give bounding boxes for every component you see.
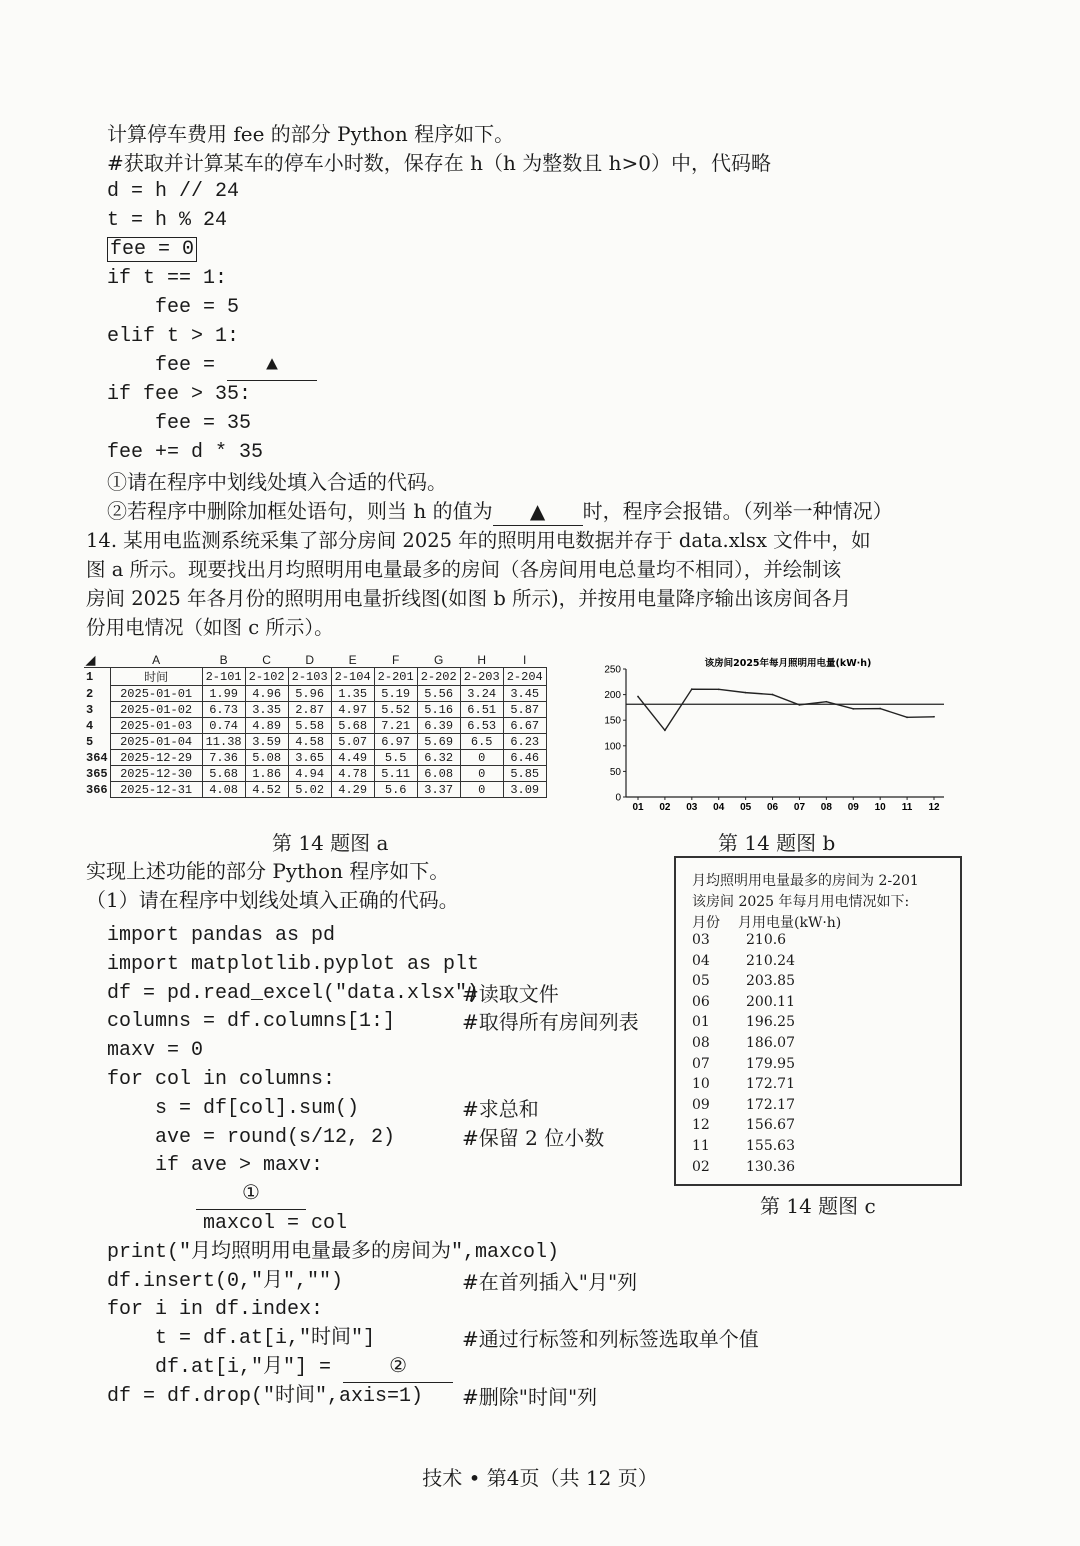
table-row xyxy=(84,686,546,702)
line-chart-figure-b xyxy=(598,655,954,815)
y-tick-label: 100 xyxy=(604,741,621,753)
row-number: 366 xyxy=(86,782,108,797)
table-cell: 2025-01-03 xyxy=(110,718,202,734)
code-line: if t == 1: xyxy=(107,267,228,290)
data-point xyxy=(691,688,693,690)
code-line: fee += d * 35 xyxy=(107,441,264,464)
data-point xyxy=(825,701,827,703)
y-tick-label: 50 xyxy=(609,766,621,778)
output-value: 155.63 xyxy=(746,1138,795,1154)
col-letter: B xyxy=(202,652,245,668)
table-cell: 6.51 xyxy=(460,702,503,718)
table-cell: 5.08 xyxy=(245,750,288,766)
table-row xyxy=(84,766,546,782)
output-month: 03 xyxy=(692,932,710,948)
table-cell: 2025-12-31 xyxy=(110,782,202,798)
series-line xyxy=(638,689,934,730)
table-cell: 5.56 xyxy=(417,686,460,702)
x-tick-label: 07 xyxy=(793,802,806,813)
data-point xyxy=(718,688,720,690)
row-number: 364 xyxy=(86,750,108,765)
answer-blank: ▲ xyxy=(227,352,317,381)
table-cell: 3.35 xyxy=(245,702,288,718)
table-cell: 2025-12-29 xyxy=(110,750,202,766)
table-header-row xyxy=(84,668,546,686)
code-line: d = h // 24 xyxy=(107,180,240,203)
code-comment: #通过行标签和列标签选取单个值 xyxy=(462,1327,759,1352)
header-cell: 2-202 xyxy=(417,668,460,686)
output-value: 179.95 xyxy=(746,1055,795,1072)
table-cell: 6.23 xyxy=(503,734,546,750)
table-cell: 6.97 xyxy=(374,734,417,750)
table-cell: 1.86 xyxy=(245,766,288,782)
code-line-with-blank xyxy=(107,1354,453,1383)
caption-figure-b: 第 14 题图 b xyxy=(718,831,836,855)
table-cell: 6.5 xyxy=(460,734,503,750)
question-1: ①请在程序中划线处填入合适的代码。 xyxy=(107,470,447,494)
col-letter: H xyxy=(460,652,503,668)
data-point xyxy=(745,692,747,694)
row-number: 3 xyxy=(86,702,94,717)
col-letter: G xyxy=(417,652,460,668)
table-cell: 0.74 xyxy=(202,718,245,734)
output-title-2: 该房间 2025 年每月用电情况如下: xyxy=(692,894,910,910)
x-tick-label: 01 xyxy=(632,802,644,813)
boxed-statement: fee = 0 xyxy=(107,237,197,262)
q14-desc-line: 份用电情况（如图 c 所示）。 xyxy=(86,616,334,639)
row-number: 2 xyxy=(86,686,94,701)
x-tick-label: 10 xyxy=(874,802,886,813)
x-tick-label: 12 xyxy=(928,802,940,813)
header-cell: 2-101 xyxy=(202,668,245,686)
table-cell: 2025-12-30 xyxy=(110,766,202,782)
col-letter: D xyxy=(288,652,331,668)
header-cell: 时间 xyxy=(110,668,202,686)
output-value: 130.36 xyxy=(746,1158,795,1175)
y-tick-label: 200 xyxy=(604,690,621,702)
table-cell: 6.32 xyxy=(417,750,460,766)
output-month: 05 xyxy=(692,973,710,990)
code-line: fee = 35 xyxy=(107,412,252,435)
answer-blank-1: ① xyxy=(196,1181,306,1210)
code-text: df.at[i,"月"] = xyxy=(107,1356,344,1379)
table-cell: 5.69 xyxy=(417,734,460,750)
y-tick-label: 0 xyxy=(615,792,621,804)
header-cell: 2-204 xyxy=(503,668,546,686)
table-cell: 0 xyxy=(460,766,503,782)
table-cell: 4.97 xyxy=(331,702,374,718)
output-value: 186.07 xyxy=(746,1035,795,1051)
output-value: 203.85 xyxy=(746,973,795,990)
header-cell: 2-103 xyxy=(288,668,331,686)
output-month: 08 xyxy=(692,1035,710,1051)
code-line: if ave > maxv: xyxy=(107,1154,324,1178)
x-tick-label: 08 xyxy=(820,802,832,813)
output-month: 12 xyxy=(692,1117,710,1134)
output-value: 196.25 xyxy=(746,1014,795,1031)
code-line: df.insert(0,"月","") xyxy=(107,1269,344,1293)
answer-blank-2: ② xyxy=(343,1354,453,1383)
code-line: if fee > 35: xyxy=(107,383,252,406)
code-line: t = df.at[i,"时间"] xyxy=(107,1327,376,1351)
table-cell: 2025-01-04 xyxy=(110,734,202,750)
output-value: 210.24 xyxy=(746,952,795,969)
output-month: 01 xyxy=(692,1014,710,1031)
column-letter-row xyxy=(84,652,546,668)
data-point xyxy=(906,716,908,718)
table-cell: 2.87 xyxy=(288,702,331,718)
code-line: print("月均照明用电量最多的房间为",maxcol) xyxy=(107,1240,560,1264)
question-2 xyxy=(107,497,893,526)
table-cell: 5.52 xyxy=(374,702,417,718)
code-comment: #保留 2 位小数 xyxy=(462,1125,605,1150)
table-cell: 3.37 xyxy=(417,782,460,798)
table-row xyxy=(84,750,546,766)
output-month: 02 xyxy=(692,1158,710,1175)
q14-desc-line: 房间 2025 年各月份的照明用电量折线图(如图 b 所示)，并按用电量降序输出该房间各月 xyxy=(86,587,852,610)
table-cell: 4.58 xyxy=(288,734,331,750)
table-cell: 5.58 xyxy=(288,718,331,734)
row-number: 4 xyxy=(86,718,94,733)
table-cell: 5.02 xyxy=(288,782,331,798)
x-tick-label: 05 xyxy=(740,802,752,813)
table-cell: 6.08 xyxy=(417,766,460,782)
code-line: t = h % 24 xyxy=(107,209,228,232)
table-cell: 6.39 xyxy=(417,718,460,734)
table-cell: 5.6 xyxy=(374,782,417,798)
table-cell: 4.89 xyxy=(245,718,288,734)
x-tick-label: 06 xyxy=(766,802,779,813)
code-comment: #在首列插入"月"列 xyxy=(462,1269,638,1294)
y-tick-label: 150 xyxy=(604,715,621,727)
output-title-1: 月均照明用电量最多的房间为 2-201 xyxy=(692,873,919,889)
output-value: 172.17 xyxy=(746,1096,795,1113)
code-line-with-blank xyxy=(107,352,317,381)
table-cell: 2025-01-01 xyxy=(110,686,202,702)
table-row xyxy=(84,702,546,718)
table-row xyxy=(84,782,546,798)
chart-title: 该房间2025年每月照明用电量(kW·h) xyxy=(704,658,872,669)
table-cell: 1.35 xyxy=(331,686,374,702)
table-cell: 7.21 xyxy=(374,718,417,734)
col-letter: C xyxy=(245,652,288,668)
x-tick-label: 11 xyxy=(901,802,913,813)
blank-line-1 xyxy=(196,1181,306,1210)
table-cell: 5.68 xyxy=(331,718,374,734)
output-month: 09 xyxy=(692,1096,710,1113)
table-cell: 6.73 xyxy=(202,702,245,718)
code-line: s = df[col].sum() xyxy=(107,1096,360,1120)
output-value: 200.11 xyxy=(746,993,795,1010)
q14-desc-line: 图 a 所示。现要找出月均照明用电量最多的房间（各房间用电总量均不相同），并绘制该 xyxy=(86,558,842,581)
table-cell: 6.46 xyxy=(503,750,546,766)
caption-figure-c: 第 14 题图 c xyxy=(760,1194,876,1218)
code-line: for col in columns: xyxy=(107,1068,336,1091)
code-line: maxv = 0 xyxy=(107,1039,204,1063)
caption-figure-a: 第 14 题图 a xyxy=(272,831,389,855)
code-line: ave = round(s/12, 2) xyxy=(107,1125,396,1149)
table-cell: 5.19 xyxy=(374,686,417,702)
question-2-post: 时，程序会报错。（列举一种情况） xyxy=(582,499,893,523)
code-line: maxcol = col xyxy=(107,1212,348,1235)
table-cell: 3.09 xyxy=(503,782,546,798)
code-comment: #取得所有房间列表 xyxy=(462,1010,639,1035)
code-line: import matplotlib.pyplot as plt xyxy=(107,952,480,976)
table-cell: 6.53 xyxy=(460,718,503,734)
data-point xyxy=(664,729,666,731)
output-month: 11 xyxy=(692,1138,710,1154)
table-cell: 5.07 xyxy=(331,734,374,750)
output-head-month: 月份 xyxy=(692,915,720,931)
y-tick-label: 250 xyxy=(604,664,621,676)
code-comment: #删除"时间"列 xyxy=(462,1385,598,1409)
output-month: 10 xyxy=(692,1076,710,1093)
table-cell: 4.08 xyxy=(202,782,245,798)
spreadsheet-figure-a xyxy=(84,652,547,798)
output-value: 172.71 xyxy=(746,1076,795,1093)
row-number: 1 xyxy=(86,669,94,684)
code-line: import pandas as pd xyxy=(107,924,336,947)
output-month: 07 xyxy=(692,1055,710,1072)
data-point xyxy=(852,708,854,710)
code-line: fee = 5 xyxy=(107,296,240,319)
table-cell: 3.45 xyxy=(503,686,546,702)
table-cell: 4.96 xyxy=(245,686,288,702)
q14-desc-line: 14. 某用电监测系统采集了部分房间 2025 年的照明用电数据并存于 data.xlsx 文件中，如 xyxy=(86,529,871,552)
boxed-code-line xyxy=(107,236,197,264)
table-cell: 3.65 xyxy=(288,750,331,766)
data-point xyxy=(879,708,881,710)
output-value: 210.6 xyxy=(746,932,787,948)
answer-blank: ▲ xyxy=(493,497,583,526)
table-cell: 0 xyxy=(460,782,503,798)
table-row xyxy=(84,734,546,750)
code-comment: #读取文件 xyxy=(462,981,559,1006)
table-cell: 6.67 xyxy=(503,718,546,734)
code-line: for i in df.index: xyxy=(107,1298,324,1322)
output-box-figure-c xyxy=(674,856,962,1186)
table-cell: 4.49 xyxy=(331,750,374,766)
sub-question-1: （1）请在程序中划线处填入正确的代码。 xyxy=(86,888,459,912)
code-text: fee = xyxy=(107,354,228,377)
col-letter: F xyxy=(374,652,417,668)
data-point xyxy=(933,716,935,718)
data-point xyxy=(637,696,639,698)
table-cell: 4.94 xyxy=(288,766,331,782)
code-line: columns = df.columns[1:] xyxy=(107,1010,396,1034)
table-row xyxy=(84,718,546,734)
table-cell: 3.24 xyxy=(460,686,503,702)
x-tick-label: 03 xyxy=(686,802,698,813)
intro-text: 计算停车费用 fee 的部分 Python 程序如下。 xyxy=(107,122,515,146)
output-head-value: 月用电量(kW·h) xyxy=(738,915,842,931)
data-point xyxy=(772,694,774,696)
x-tick-label: 04 xyxy=(713,802,725,813)
header-cell: 2-104 xyxy=(331,668,374,686)
code-line: elif t > 1: xyxy=(107,325,240,348)
col-letter: I xyxy=(503,652,546,668)
x-tick-label: 09 xyxy=(847,802,859,813)
code-intro: 实现上述功能的部分 Python 程序如下。 xyxy=(86,859,450,883)
table-cell: 5.11 xyxy=(374,766,417,782)
page-footer: 技术 • 第4页（共 12 页） xyxy=(422,1466,658,1490)
output-value: 156.67 xyxy=(746,1117,795,1134)
col-letter: E xyxy=(331,652,374,668)
table-cell: 3.59 xyxy=(245,734,288,750)
table-cell: 1.99 xyxy=(202,686,245,702)
row-number: 365 xyxy=(86,766,108,781)
header-cell: 2-203 xyxy=(460,668,503,686)
code-comment: #求总和 xyxy=(462,1096,539,1121)
table-cell: 11.38 xyxy=(202,734,245,750)
table-cell: 2025-01-02 xyxy=(110,702,202,718)
corner-cell: ◢ xyxy=(84,652,110,668)
table-cell: 5.85 xyxy=(503,766,546,782)
table-cell: 7.36 xyxy=(202,750,245,766)
table-cell: 4.29 xyxy=(331,782,374,798)
code-comment: #获取并计算某车的停车小时数，保存在 h（h 为整数且 h>0）中，代码略 xyxy=(107,151,771,175)
table-cell: 5.16 xyxy=(417,702,460,718)
output-month: 04 xyxy=(692,952,710,969)
col-letter: A xyxy=(110,652,202,668)
table-cell: 4.52 xyxy=(245,782,288,798)
table-cell: 5.87 xyxy=(503,702,546,718)
x-tick-label: 02 xyxy=(659,802,671,813)
header-cell: 2-102 xyxy=(245,668,288,686)
header-cell: 2-201 xyxy=(374,668,417,686)
data-point xyxy=(799,704,801,706)
code-line: df = df.drop("时间",axis=1) xyxy=(107,1385,424,1408)
table-cell: 5.68 xyxy=(202,766,245,782)
question-2-pre: ②若程序中删除加框处语句，则当 h 的值为 xyxy=(107,499,493,523)
table-cell: 5.5 xyxy=(374,750,417,766)
row-number: 5 xyxy=(86,734,94,749)
output-month: 06 xyxy=(692,993,710,1010)
table-cell: 5.96 xyxy=(288,686,331,702)
code-line: df = pd.read_excel("data.xlsx") xyxy=(107,981,480,1005)
table-cell: 0 xyxy=(460,750,503,766)
table-cell: 4.78 xyxy=(331,766,374,782)
